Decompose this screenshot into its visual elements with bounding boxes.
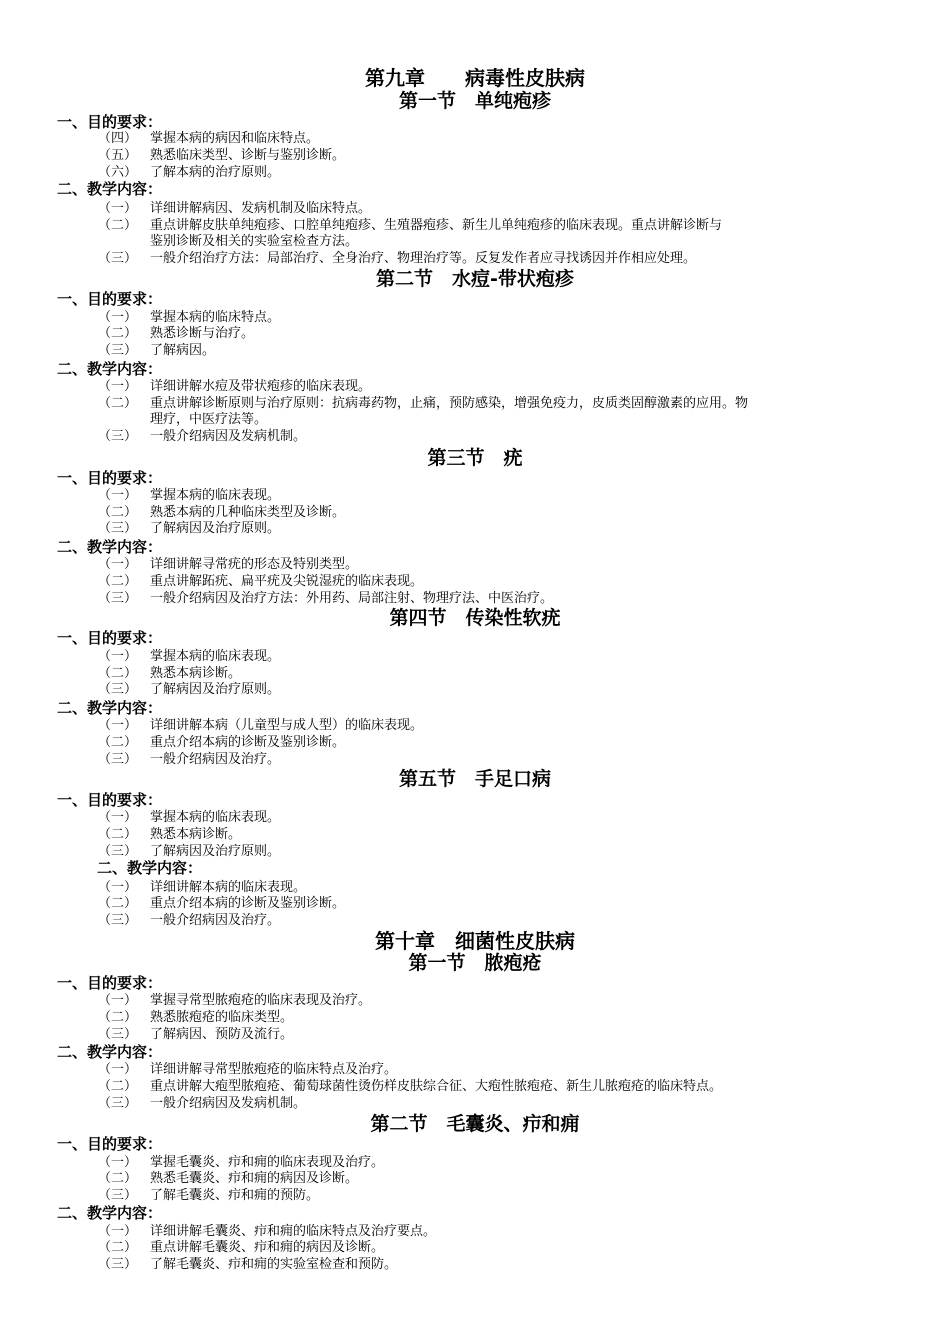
- list-item: （一） 详细讲解毛囊炎、疖和痈的临床特点及治疗要点。: [98, 1224, 437, 1239]
- list-item: （一） 掌握本病的临床表现。: [98, 488, 281, 503]
- aims-heading: 一、目的要求：: [57, 629, 163, 647]
- list-item-continuation: 鉴别诊断及相关的实验室检查方法。: [150, 234, 359, 249]
- list-item: （三） 了解毛囊炎、疖和痈的预防。: [98, 1188, 320, 1203]
- list-item: （三） 了解病因、预防及流行。: [98, 1027, 294, 1042]
- list-item: （二） 重点介绍本病的诊断及鉴别诊断。: [98, 896, 346, 911]
- content-heading: 二、教学内容：: [57, 538, 163, 556]
- list-item: （二） 熟悉毛囊炎、疖和痈的病因及诊断。: [98, 1171, 359, 1186]
- content-heading: 二、教学内容：: [57, 180, 163, 198]
- list-item: （二） 重点讲解大疱型脓疱疮、葡萄球菌性烫伤样皮肤综合征、大疱性脓疱疮、新生儿脓疱疮的临床特点。: [98, 1079, 723, 1094]
- aims-heading: 一、目的要求：: [57, 1135, 163, 1153]
- list-item: （一） 详细讲解寻常疣的形态及特别类型。: [98, 557, 359, 572]
- section-title: 第二节 毛囊炎、疖和痈: [370, 1113, 580, 1135]
- section-title: 第三节 疣: [427, 447, 523, 469]
- content-heading: 二、教学内容：: [57, 1043, 163, 1061]
- aims-heading: 一、目的要求：: [57, 974, 163, 992]
- list-item: （三） 了解病因及治疗原则。: [98, 844, 281, 859]
- content-heading: 二、教学内容：: [97, 859, 203, 877]
- list-item: （三） 一般介绍病因及治疗。: [98, 752, 281, 767]
- list-item: （二） 熟悉本病诊断。: [98, 666, 242, 681]
- section-title: 第四节 传染性软疣: [389, 607, 561, 629]
- list-item: （四） 掌握本病的病因和临床特点。: [98, 131, 320, 146]
- aims-heading: 一、目的要求：: [57, 290, 163, 308]
- list-item: （三） 一般介绍病因及治疗。: [98, 913, 281, 928]
- list-item: （二） 熟悉诊断与治疗。: [98, 326, 255, 341]
- list-item: （一） 掌握本病的临床表现。: [98, 649, 281, 664]
- list-item: （一） 掌握毛囊炎、疖和痈的临床表现及治疗。: [98, 1155, 385, 1170]
- list-item: （三） 一般介绍病因及发病机制。: [98, 429, 307, 444]
- chapter-title: 第十章 细菌性皮肤病: [375, 929, 575, 953]
- list-item: （三） 了解病因及治疗原则。: [98, 521, 281, 536]
- aims-heading: 一、目的要求：: [57, 469, 163, 487]
- section-title: 第二节 水痘-带状疱疹: [376, 268, 574, 290]
- list-item: （二） 重点讲解毛囊炎、疖和痈的病因及诊断。: [98, 1240, 385, 1255]
- list-item: （二） 重点讲解诊断原则与治疗原则：抗病毒药物，止痛，预防感染，增强免疫力，皮质类固醇激素的应用。物: [98, 396, 749, 411]
- list-item: （六） 了解本病的治疗原则。: [98, 165, 281, 180]
- chapter-title: 第九章 病毒性皮肤病: [365, 66, 585, 90]
- list-item: （三） 了解病因。: [98, 343, 216, 358]
- list-item: （二） 熟悉本病的几种临床类型及诊断。: [98, 505, 346, 520]
- list-item: （三） 一般介绍治疗方法：局部治疗、全身治疗、物理治疗等。反复发作者应寻找诱因并作相应处理。: [98, 251, 697, 266]
- list-item: （一） 详细讲解本病的临床表现。: [98, 880, 307, 895]
- list-item: （一） 掌握本病的临床表现。: [98, 810, 281, 825]
- list-item: （三） 了解毛囊炎、疖和痈的实验室检查和预防。: [98, 1257, 398, 1272]
- list-item: （一） 掌握本病的临床特点。: [98, 310, 281, 325]
- content-heading: 二、教学内容：: [57, 360, 163, 378]
- list-item: （一） 详细讲解水痘及带状疱疹的临床表现。: [98, 379, 372, 394]
- list-item: （二） 重点讲解皮肤单纯疱疹、口腔单纯疱疹、生殖器疱疹、新生儿单纯疱疹的临床表现。重点讲解诊断与: [98, 218, 723, 233]
- list-item: （五） 熟悉临床类型、诊断与鉴别诊断。: [98, 148, 346, 163]
- list-item: （一） 详细讲解本病（儿童型与成人型）的临床表现。: [98, 718, 424, 733]
- list-item-continuation: 理疗，中医疗法等。: [150, 412, 268, 427]
- section-title: 第五节 手足口病: [398, 768, 551, 790]
- list-item: （三） 一般介绍病因及治疗方法：外用药、局部注射、物理疗法、中医治疗。: [98, 591, 554, 606]
- list-item: （一） 详细讲解寻常型脓疱疮的临床特点及治疗。: [98, 1062, 398, 1077]
- section-title: 第一节 脓疱疮: [408, 952, 542, 974]
- section-title: 第一节 单纯疱疹: [398, 90, 551, 112]
- list-item: （二） 熟悉本病诊断。: [98, 827, 242, 842]
- list-item: （二） 熟悉脓疱疮的临床类型。: [98, 1010, 294, 1025]
- list-item: （三） 一般介绍病因及发病机制。: [98, 1096, 307, 1111]
- content-heading: 二、教学内容：: [57, 699, 163, 717]
- list-item: （一） 掌握寻常型脓疱疮的临床表现及治疗。: [98, 993, 372, 1008]
- list-item: （二） 重点介绍本病的诊断及鉴别诊断。: [98, 735, 346, 750]
- aims-heading: 一、目的要求：: [57, 113, 163, 131]
- list-item: （三） 了解病因及治疗原则。: [98, 682, 281, 697]
- content-heading: 二、教学内容：: [57, 1204, 163, 1222]
- list-item: （二） 重点讲解跖疣、扁平疣及尖锐湿疣的临床表现。: [98, 574, 424, 589]
- aims-heading: 一、目的要求：: [57, 791, 163, 809]
- list-item: （一） 详细讲解病因、发病机制及临床特点。: [98, 201, 372, 216]
